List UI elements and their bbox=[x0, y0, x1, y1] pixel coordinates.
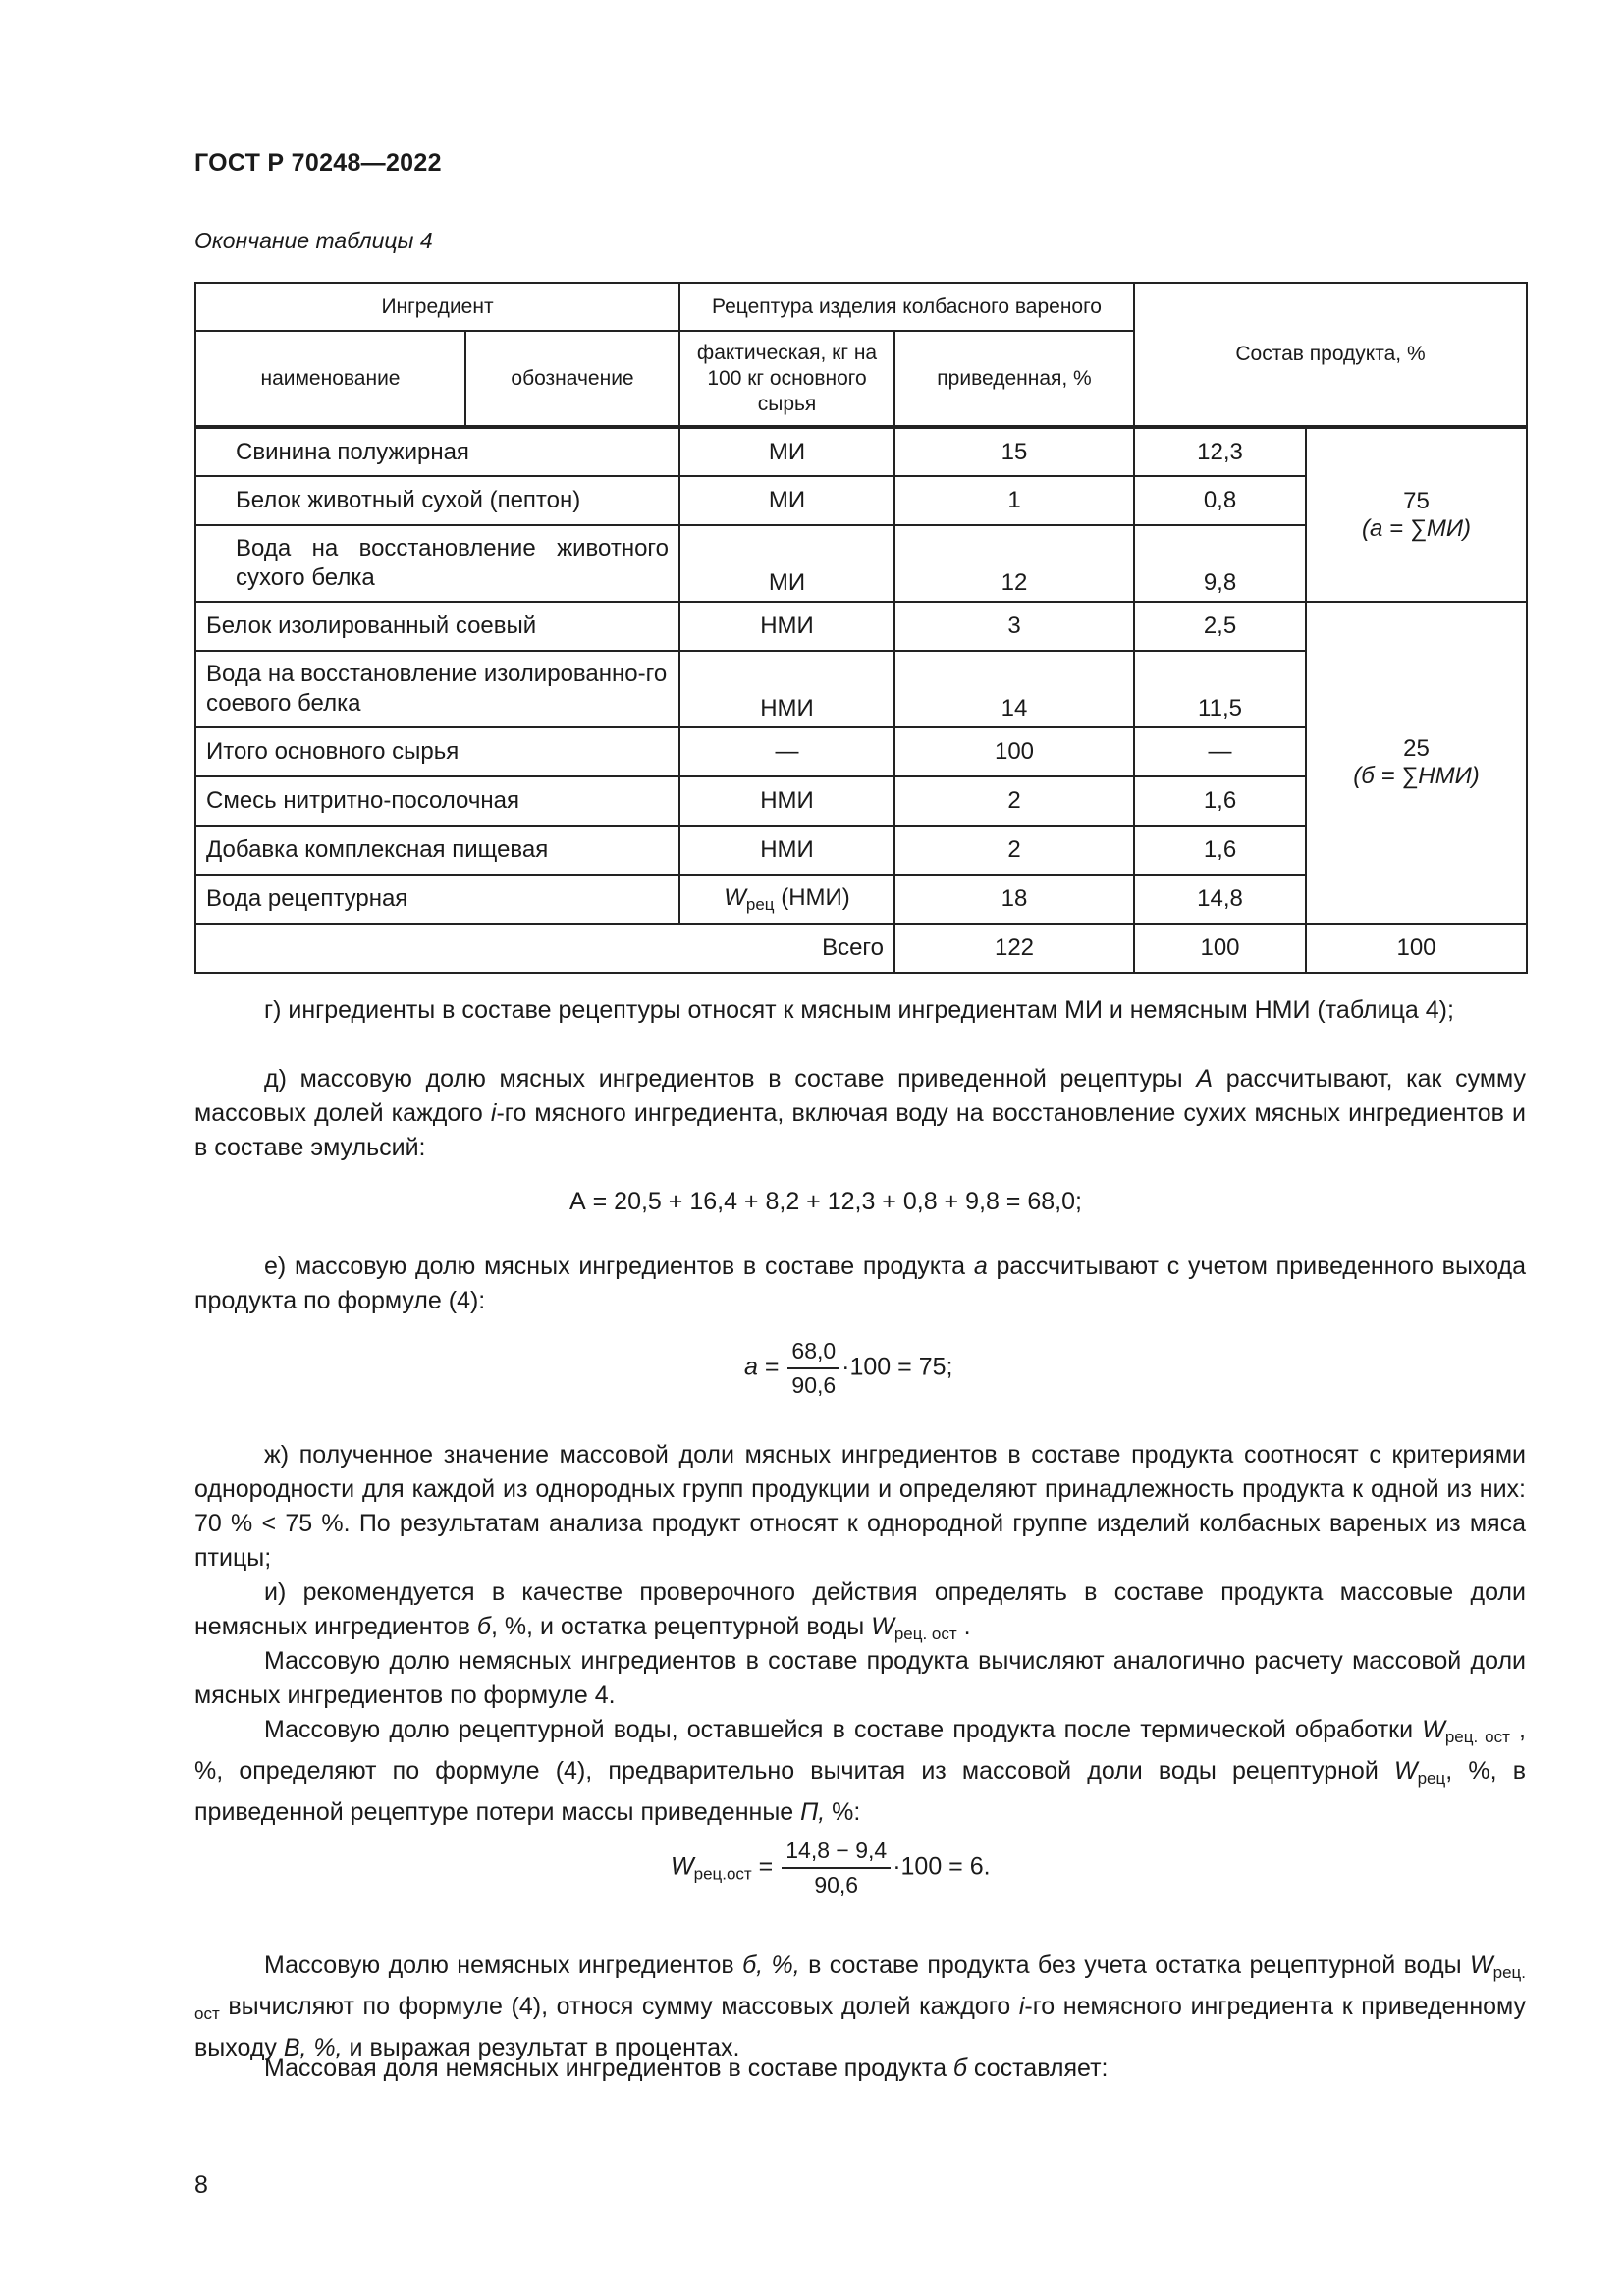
cell-name: Свинина полужирная bbox=[195, 427, 679, 476]
cell-reduced: 11,5 bbox=[1134, 651, 1306, 727]
group-meat-value: 75 bbox=[1403, 487, 1430, 514]
eq3-lhs-w: W bbox=[671, 1852, 694, 1881]
header-designation: обозначение bbox=[465, 331, 679, 427]
cell-name: Итого основного сырья bbox=[195, 727, 679, 776]
total-composition: 100 bbox=[1306, 924, 1527, 973]
eq3-fraction: $\frac{14,8 - 9,4}{90,6}$ bbox=[782, 1838, 891, 1898]
document-header: ГОСТ Р 70248—2022 bbox=[194, 149, 442, 177]
cell-reduced: 2,5 bbox=[1134, 602, 1306, 651]
eq3-lhs-sub: рец.ост bbox=[693, 1864, 752, 1884]
cell-designation: НМИ bbox=[679, 826, 894, 875]
paragraph-d: д) массовую долю мясных ингредиентов в составе приведенной рецептуры А рассчитывают, как сумму массовых долей каждого i-го мясного ингредиента, включая воду на восстановление сухих мясных ингредиентов и в составе эмульсий: bbox=[194, 1065, 1526, 1161]
cell-reduced: 14,8 bbox=[1134, 875, 1306, 924]
cell-designation: — bbox=[679, 727, 894, 776]
paragraph-nonmeat-share: Массовую долю немясных ингредиентов б, %, в составе продукта без учета остатка рецептурной воды $W_{рец. ост}$ вычисляют по формуле (4), относя сумму массовых долей каждого i-го немясного ингредиента к приведенному выходу В, %, и выражая результат в процентах. bbox=[194, 1951, 1527, 2061]
page-number: 8 bbox=[194, 2171, 208, 2199]
cell-name: Белок животный сухой (пептон) bbox=[195, 476, 679, 525]
cell-name: Вода на восстановление изолированно-го соевого белка bbox=[195, 651, 679, 727]
cell-name: Добавка комплексная пищевая bbox=[195, 826, 679, 875]
cell-actual: 2 bbox=[894, 826, 1134, 875]
eq2-fraction: $\frac{68,0}{90,6}$ bbox=[787, 1338, 839, 1399]
group-meat-cell bbox=[1306, 427, 1527, 602]
cell-reduced: — bbox=[1134, 727, 1306, 776]
equation-water: $W_{рец.ост}$ = $\frac{14,8 - 9,4}{90,6}$ ·100 = 6. bbox=[671, 1838, 991, 1897]
cell-reduced: 1,6 bbox=[1134, 776, 1306, 826]
table-caption: Окончание таблицы 4 bbox=[194, 228, 433, 253]
cell-actual: 100 bbox=[894, 727, 1134, 776]
total-actual: 122 bbox=[894, 924, 1134, 973]
w-symbol: W bbox=[724, 883, 746, 911]
cell-actual: 3 bbox=[894, 602, 1134, 651]
cell-designation: НМИ bbox=[679, 602, 894, 651]
ingredients-table bbox=[194, 282, 1528, 974]
equation-a: А = 20,5 + 16,4 + 8,2 + 12,3 + 0,8 + 9,8 = 68,0; bbox=[569, 1188, 1082, 1215]
w-subscript: рец bbox=[745, 894, 775, 914]
paragraph-zh: ж) полученное значение массовой доли мясных ингредиентов в составе продукта соотносят с критериями однородности для каждой из однородных групп продукции и определяют принадлежность продукта к одной из них: 70 % < 75 %. По результатам анализа продукт относят к однородной группе изделий колбасных вареных из мяса птицы; bbox=[194, 1441, 1526, 1572]
cell-actual: 2 bbox=[894, 776, 1134, 826]
header-name: наименование bbox=[195, 331, 465, 427]
eq2-lhs: a bbox=[744, 1353, 758, 1381]
cell-actual: 14 bbox=[894, 651, 1134, 727]
group-nonmeat-formula: (б = ∑НМИ) bbox=[1353, 763, 1480, 789]
header-actual: фактическая, кг на 100 кг основного сырья bbox=[679, 331, 894, 427]
cell-designation: МИ bbox=[679, 525, 894, 602]
group-nonmeat-cell bbox=[1306, 602, 1527, 924]
cell-actual: 1 bbox=[894, 476, 1134, 525]
cell-name: Белок изолированный соевый bbox=[195, 602, 679, 651]
table-header-row bbox=[195, 283, 1527, 331]
cell-reduced: 12,3 bbox=[1134, 427, 1306, 476]
header-ingredient: Ингредиент bbox=[195, 283, 679, 331]
paragraph-calc-nonmeat: Массовую долю немясных ингредиентов в составе продукта вычисляют аналогично расчету массовой доли мясных ингредиентов по формуле 4. bbox=[194, 1647, 1526, 1709]
header-reduced: приведенная, % bbox=[894, 331, 1134, 427]
cell-actual: 15 bbox=[894, 427, 1134, 476]
cell-designation: МИ bbox=[679, 476, 894, 525]
cell-name-text: Вода на восстановление животного сухого белка bbox=[236, 535, 670, 591]
cell-actual: 18 bbox=[894, 875, 1134, 924]
cell-designation: НМИ bbox=[679, 651, 894, 727]
paragraph-nonmeat-result: Массовая доля немясных ингредиентов в составе продукта б составляет: bbox=[264, 2055, 1109, 2082]
total-reduced: 100 bbox=[1134, 924, 1306, 973]
header-composition: Состав продукта, % bbox=[1134, 283, 1527, 427]
cell-name bbox=[195, 525, 679, 602]
cell-reduced: 1,6 bbox=[1134, 826, 1306, 875]
paragraph-g: г) ингредиенты в составе рецептуры относят к мясным ингредиентам МИ и немясным НМИ (таблица 4); bbox=[264, 996, 1454, 1024]
w-tail: (НМИ) bbox=[774, 883, 850, 911]
cell-reduced: 9,8 bbox=[1134, 525, 1306, 602]
group-meat-formula: (а = ∑МИ) bbox=[1362, 514, 1471, 542]
equation-a-fraction: a = $\frac{68,0}{90,6}$ ·100 = 75; bbox=[744, 1338, 953, 1398]
cell-name: Вода рецептурная bbox=[195, 875, 679, 924]
eq2-rhs: ·100 = 75; bbox=[841, 1353, 953, 1381]
cell-designation: МИ bbox=[679, 427, 894, 476]
cell-name: Смесь нитритно-посолочная bbox=[195, 776, 679, 826]
eq3-rhs: ·100 = 6. bbox=[893, 1852, 991, 1881]
paragraph-i: и) рекомендуется в качестве проверочного действия определять в составе продукта массовые доли немясных ингредиентов б, %, и остатка рецептурной воды $W_{рец. ост}$ . bbox=[194, 1578, 1526, 1643]
paragraph-e: е) массовую долю мясных ингредиентов в составе продукта а рассчитывают с учетом приведенного выхода продукта по формуле (4): bbox=[194, 1253, 1526, 1314]
table-total-row bbox=[195, 924, 1527, 973]
table-row bbox=[195, 602, 1527, 651]
cell-designation bbox=[679, 875, 894, 924]
header-recipe: Рецептура изделия колбасного вареного bbox=[679, 283, 1134, 331]
paragraph-water: Массовую долю рецептурной воды, оставшейся в составе продукта после термической обработки $W_{рец. ост}$ , %, определяют по формуле (4), предварительно вычитая из массовой доли воды рецептурной $W_{рец}$, %, в приведенной рецептуре потери массы приведенные П, %: bbox=[194, 1716, 1526, 1826]
cell-designation: НМИ bbox=[679, 776, 894, 826]
total-label: Всего bbox=[195, 924, 894, 973]
cell-reduced: 0,8 bbox=[1134, 476, 1306, 525]
cell-actual: 12 bbox=[894, 525, 1134, 602]
group-nonmeat-value: 25 bbox=[1403, 735, 1430, 762]
table-row bbox=[195, 427, 1527, 476]
